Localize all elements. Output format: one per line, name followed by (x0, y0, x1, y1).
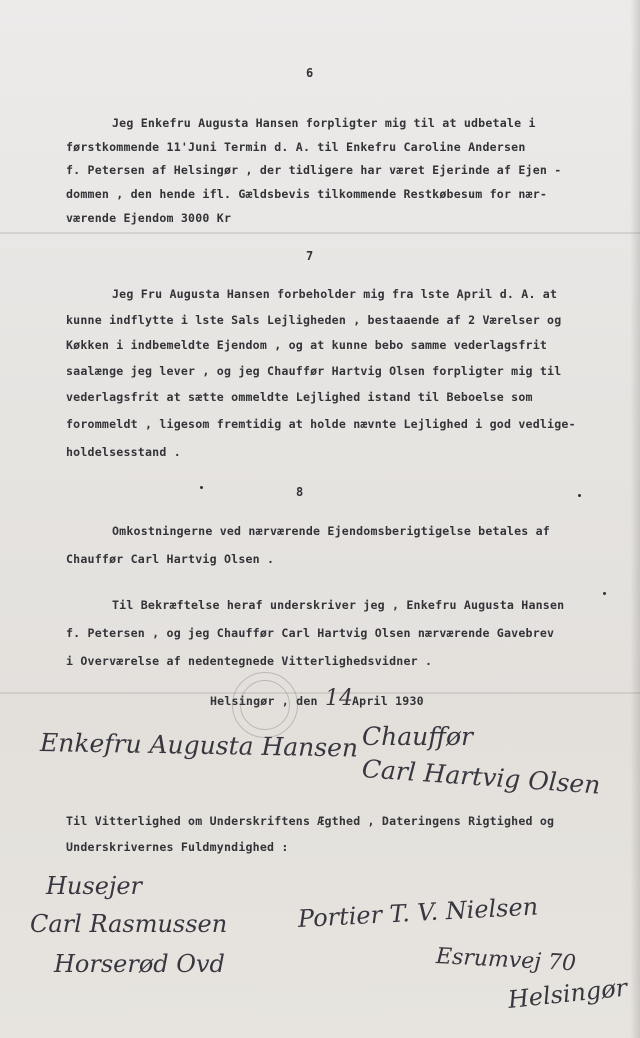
section7-line: vederlagsfrit at sætte ommeldte Lejlighed istand til Beboelse som (66, 390, 533, 404)
witness-left-line: Carl Rasmussen (30, 910, 228, 938)
ink-speck (200, 486, 203, 489)
witness-right-line: Helsingør (506, 973, 629, 1014)
section8-line: Chauffør Carl Hartvig Olsen . (66, 552, 275, 566)
section6-line: f. Petersen af Helsingør , der tidligere har været Ejerinde af Ejen - (66, 163, 562, 177)
section-number-8: 8 (296, 485, 304, 499)
paper-edge-shadow (630, 0, 640, 1038)
section7-line: Jeg Fru Augusta Hansen forbeholder mig fra lste April d. A. at (112, 287, 558, 301)
confirmation-line: f. Petersen , og jeg Chauffør Carl Hartvig Olsen nærværende Gavebrev (66, 626, 555, 640)
section7-line: kunne indflytte i lste Sals Lejligheden , bestaaende af 2 Værelser og (66, 313, 562, 327)
section-number-6: 6 (306, 66, 314, 80)
witness-left-line: Husejer (46, 872, 143, 900)
confirmation-line: Til Bekræftelse heraf underskriver jeg , Enkefru Augusta Hansen (112, 598, 565, 612)
section7-line: Køkken i indbemeldte Ejendom , og at kunne bebo samme vederlagsfrit (66, 338, 548, 352)
witness-right-line: Portier T. V. Nielsen (297, 892, 539, 933)
paper-fold (0, 692, 640, 694)
witness-line: Til Vitterlighed om Underskriftens Ægthed , Dateringens Rigtighed og (66, 814, 555, 828)
witness-right-line: Esrumvej 70 (435, 944, 577, 977)
section6-line: Jeg Enkefru Augusta Hansen forpligter mig til at udbetale i (112, 116, 536, 130)
signature-augusta-hansen: Enkefru Augusta Hansen (39, 728, 359, 763)
section6-line: værende Ejendom 3000 Kr (66, 211, 232, 225)
section6-line: førstkommende 11'Juni Termin d. A. til Enkefru Caroline Andersen (66, 140, 526, 154)
date-month-year: April 1930 (352, 694, 424, 708)
date-place: Helsingør , den (210, 694, 318, 708)
section6-line: dommen , den hende ifl. Gældsbevis tilkommende Restkøbesum for nær- (66, 187, 548, 201)
section8-line: Omkostningerne ved nærværende Ejendomsberigtigelse betales af (112, 524, 550, 538)
confirmation-line: i Overværelse af nedentegnede Vitterlighedsvidner . (66, 654, 433, 668)
witness-line: Underskrivernes Fuldmyndighed : (66, 840, 289, 854)
section7-line: forommeldt , ligesom fremtidig at holde nævnte Lejlighed i god vedlige- (66, 417, 576, 431)
paper-fold (0, 232, 640, 234)
witness-left-line: Horserød Ovd (54, 950, 225, 978)
section-number-7: 7 (306, 249, 314, 263)
section7-line: holdelsesstand . (66, 445, 181, 459)
date-day-handwritten: 14 (325, 686, 353, 711)
ink-speck (603, 592, 606, 595)
ink-speck (578, 494, 581, 497)
section7-line: saalænge jeg lever , og jeg Chauffør Hartvig Olsen forpligter mig til (66, 364, 562, 378)
signature-carl-hartvig-olsen: Carl Hartvig Olsen (360, 754, 602, 800)
signature-chauffor: Chauffør (362, 722, 473, 751)
